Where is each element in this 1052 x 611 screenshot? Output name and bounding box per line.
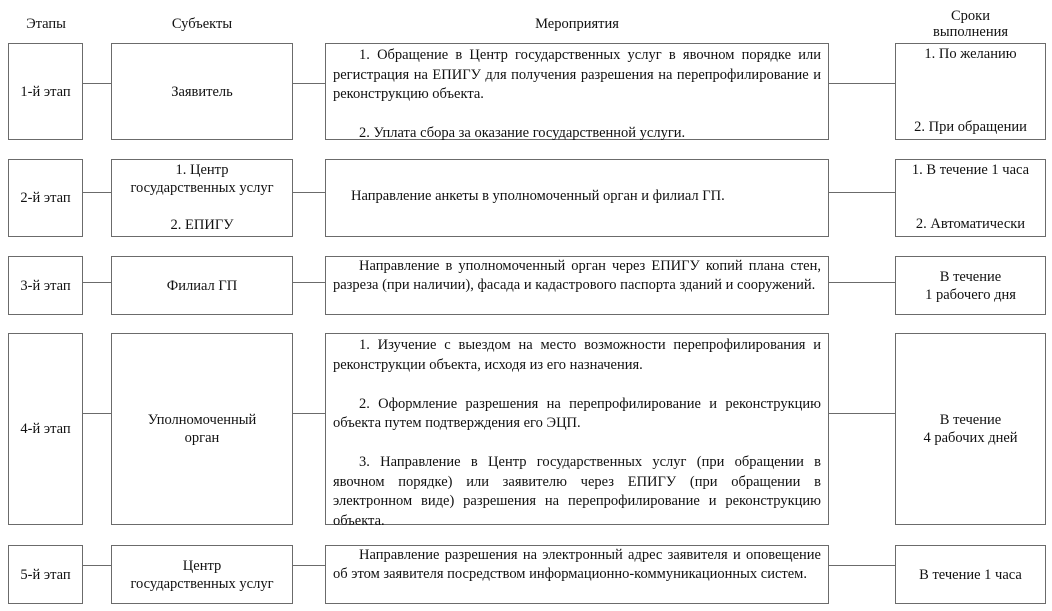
connector-line bbox=[83, 83, 111, 84]
connector-line bbox=[293, 413, 325, 414]
header-terms-line1: Сроки bbox=[951, 8, 990, 24]
activity-item: Направление анкеты в уполномоченный орган и филиал ГП. bbox=[351, 187, 725, 204]
subject-label: Уполномоченный bbox=[147, 412, 257, 428]
activity-item: 1. Обращение в Центр государственных услуг в явочном порядке или регистрация на ЕПИГУ для получения разрешения на перепрофилирование и реконструкцию объекта. bbox=[333, 47, 821, 102]
term-item: 2. Автоматически bbox=[915, 216, 1026, 232]
stage-box bbox=[8, 333, 83, 525]
subject-box bbox=[111, 159, 293, 237]
subject-label: орган bbox=[184, 430, 220, 446]
activity-item: 2. Оформление разрешения на перепрофилирование и реконструкцию объекта путем подтверждения его ЭЦП. bbox=[333, 395, 821, 431]
subject-label: Филиал ГП bbox=[166, 277, 238, 294]
stage-label: 2-й этап bbox=[20, 190, 71, 206]
term-item: 1 рабочего дня bbox=[925, 286, 1016, 303]
stage-box bbox=[8, 43, 83, 140]
subject-box bbox=[111, 256, 293, 315]
header-terms-line2: выполнения bbox=[932, 24, 1009, 40]
subject-label: Заявитель bbox=[171, 83, 233, 100]
subject-label: государственных услуг bbox=[130, 180, 274, 196]
connector-line bbox=[829, 565, 895, 566]
subject-label: 1. Центр bbox=[175, 162, 229, 178]
header-terms bbox=[895, 8, 1046, 40]
stage-label: 1-й этап bbox=[20, 83, 71, 100]
stage-label: 4-й этап bbox=[20, 421, 71, 437]
connector-line bbox=[83, 565, 111, 566]
activity-item: Направление в уполномоченный орган через ЕПИГУ копий плана стен, разреза (при наличии), фасада и кадастрового паспорта зданий и сооружений. bbox=[333, 258, 821, 293]
term-item: В течение bbox=[939, 412, 1002, 428]
term-item: 2. При обращении bbox=[914, 119, 1027, 135]
connector-line bbox=[83, 282, 111, 283]
activity-item: 3. Направление в Центр государственных услуг (при обращении в явочном порядке) или заявителю через ЕПИГУ (при обращении в электронном виде) разрешения на перепрофилирование и реконструкцию объекта. bbox=[333, 454, 821, 529]
header-subjects: Субъекты bbox=[171, 16, 233, 32]
activities-box bbox=[325, 159, 829, 237]
connector-line bbox=[293, 192, 325, 193]
term-box bbox=[895, 256, 1046, 315]
header-stages: Этапы bbox=[26, 16, 66, 32]
term-box bbox=[895, 545, 1046, 604]
subject-box bbox=[111, 333, 293, 525]
activities-box bbox=[325, 545, 829, 604]
activities-box bbox=[325, 256, 829, 315]
term-item: В течение 1 часа bbox=[919, 566, 1022, 583]
term-item: 1. По желанию bbox=[924, 46, 1017, 62]
header-activities: Мероприятия bbox=[535, 16, 619, 32]
stage-label: 3-й этап bbox=[20, 277, 71, 294]
connector-line bbox=[83, 413, 111, 414]
stage-box bbox=[8, 545, 83, 604]
stage-label: 5-й этап bbox=[20, 566, 71, 583]
subject-box bbox=[111, 545, 293, 604]
connector-line bbox=[83, 192, 111, 193]
term-box bbox=[895, 333, 1046, 525]
subject-label: 2. ЕПИГУ bbox=[170, 217, 234, 233]
subject-box bbox=[111, 43, 293, 140]
connector-line bbox=[293, 83, 325, 84]
connector-line bbox=[293, 565, 325, 566]
subject-label: государственных услуг bbox=[130, 575, 274, 592]
term-item: 4 рабочих дней bbox=[923, 430, 1018, 446]
connector-line bbox=[829, 83, 895, 84]
term-item: 1. В течение 1 часа bbox=[911, 162, 1030, 178]
activities-box bbox=[325, 43, 829, 140]
subject-label: Центр bbox=[182, 557, 222, 574]
term-box bbox=[895, 159, 1046, 237]
connector-line bbox=[829, 192, 895, 193]
connector-line bbox=[829, 413, 895, 414]
term-box bbox=[895, 43, 1046, 140]
term-item: В течение bbox=[939, 268, 1002, 285]
connector-line bbox=[293, 282, 325, 283]
stage-box bbox=[8, 159, 83, 237]
connector-line bbox=[829, 282, 895, 283]
activities-box bbox=[325, 333, 829, 529]
activity-item: 1. Изучение с выездом на место возможности перепрофилирования и реконструкции объекта, исходя из его назначения. bbox=[333, 337, 821, 373]
activity-item: Направление разрешения на электронный адрес заявителя и оповещение об этом заявителя посредством информационно-коммуникационных систем. bbox=[333, 547, 821, 582]
stage-box bbox=[8, 256, 83, 315]
activity-item: 2. Уплата сбора за оказание государственной услуги. bbox=[359, 125, 686, 141]
